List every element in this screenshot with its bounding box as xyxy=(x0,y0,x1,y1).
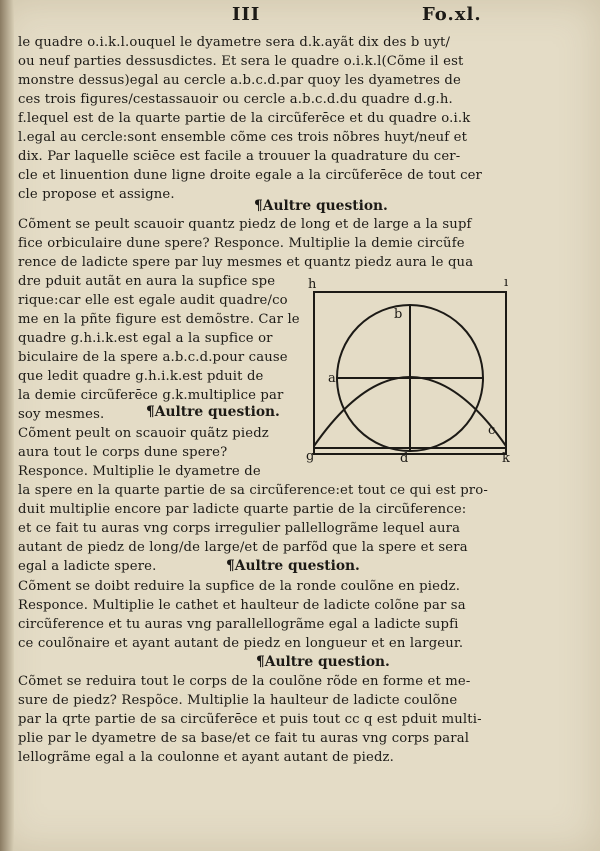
text-line: ces trois figures/cestassauoir ou cercle a.b.c.d.du quadre d.g.h. xyxy=(18,92,453,107)
figure-label: c xyxy=(488,423,496,438)
figure-label: b xyxy=(394,307,403,322)
text-line: rence de ladicte spere par luy mesmes et quantz piedz aura le qua xyxy=(18,255,474,270)
figure-svg xyxy=(306,278,528,478)
text-line: autant de piedz de long/de large/et de parfõd que la spere et sera xyxy=(18,540,468,555)
text-line: ou neuf parties dessusdictes. Et sera le quadre o.i.k.l(Cõme il est xyxy=(18,54,464,69)
text-line: Cõment peult on scauoir quãtz piedz xyxy=(18,426,269,441)
text-line: Cõment se doibt reduire la supfice de la ronde coulõne en piedz. xyxy=(18,579,461,594)
paragraph-mark-icon: ¶ xyxy=(226,558,235,574)
paragraph-mark-icon: ¶ xyxy=(256,654,265,670)
text-line: soy mesmes. xyxy=(18,407,105,422)
section-heading: ¶Aultre question. xyxy=(226,558,360,574)
page-edge xyxy=(0,0,14,851)
figure-label: k xyxy=(502,451,510,466)
text-line: monstre dessus)egal au cercle a.b.c.d.par quoy les dyametres de xyxy=(18,73,461,88)
text-line: par la qrte partie de sa circũferēce et puis tout cc q est pduit multi- xyxy=(18,712,482,727)
text-line: quadre g.h.i.k.est egal a la supfice or xyxy=(18,331,273,346)
text-line: lellogrãme egal a la coulonne et ayant autant de piedz. xyxy=(18,750,394,765)
text-line: Responce. Multiplie le dyametre de xyxy=(18,464,261,479)
text-line: fice orbiculaire dune spere? Responce. Multiplie la demie circũfe xyxy=(18,236,465,251)
text-line: et ce fait tu auras vng corps irregulier pallellogrãme lequel aura xyxy=(18,521,461,536)
text-line: dre pduit autãt en aura la supfice spe xyxy=(18,274,276,289)
text-line: biculaire de la spere a.b.c.d.pour cause xyxy=(18,350,288,365)
text-line: circũference et tu auras vng parallellogrãme egal a ladicte supfi xyxy=(18,617,459,632)
page-number: III xyxy=(232,4,261,25)
text-line: plie par le dyametre de sa base/et ce fait tu auras vng corps paral xyxy=(18,731,470,746)
text-line: rique:car elle est egale audit quadre/co xyxy=(18,293,288,308)
folio-number: Fo.xl. xyxy=(422,4,482,25)
text-line: la demie circũferēce g.k.multiplice par xyxy=(18,388,284,403)
figure-label: a xyxy=(328,371,336,386)
text-line: duit multiplie encore par ladicte quarte partie de la circũference: xyxy=(18,502,467,517)
paragraph-mark-icon: ¶ xyxy=(146,404,155,420)
text-line: ce coulõnaire et ayant autant de piedz en longueur et en largeur. xyxy=(18,636,464,651)
text-line: dix. Par laquelle sciēce est facile a trouuer la quadrature du cer- xyxy=(18,149,461,164)
text-line: le quadre o.i.k.l.ouquel le dyametre sera d.k.ayãt dix des b uyt/ xyxy=(18,35,451,50)
figure-label: g xyxy=(306,449,315,464)
text-line: aura tout le corps dune spere? xyxy=(18,445,228,460)
text-line: Responce. Multiplie le cathet et haulteur de ladicte colõne par sa xyxy=(18,598,466,613)
text-line: que ledit quadre g.h.i.k.est pduit de xyxy=(18,369,264,384)
text-line: cle propose et assigne. xyxy=(18,187,175,202)
text-line: Cõment se peult scauoir quantz piedz de long et de large a la supf xyxy=(18,217,472,232)
figure-label: i xyxy=(504,278,509,290)
section-heading: ¶Aultre question. xyxy=(254,198,388,214)
text-line: me en la pñte figure est demõstre. Car le xyxy=(18,312,300,327)
paragraph-mark-icon: ¶ xyxy=(254,198,263,214)
figure-label: d xyxy=(400,451,409,466)
figure-label: h xyxy=(308,278,317,292)
text-line: f.lequel est de la quarte partie de la circũferēce et du quadre o.i.k xyxy=(18,111,471,126)
sphere-square-figure xyxy=(306,278,528,478)
section-heading: ¶Aultre question. xyxy=(256,654,390,670)
text-line: Cõmet se reduira tout le corps de la coulõne rõde en forme et me- xyxy=(18,674,471,689)
text-line: l.egal au cercle:sont ensemble cõme ces trois nõbres huyt/neuf et xyxy=(18,130,468,145)
section-heading: ¶Aultre question. xyxy=(146,404,280,420)
text-line: sure de piedz? Respõce. Multiplie la haulteur de ladicte coulõne xyxy=(18,693,458,708)
text-line: cle et linuention dune ligne droite egale a la circũferēce de tout cer xyxy=(18,168,483,183)
text-line: la spere en la quarte partie de sa circũference:et tout ce qui est pro- xyxy=(18,483,488,498)
text-line: egal a ladicte spere. xyxy=(18,559,157,574)
